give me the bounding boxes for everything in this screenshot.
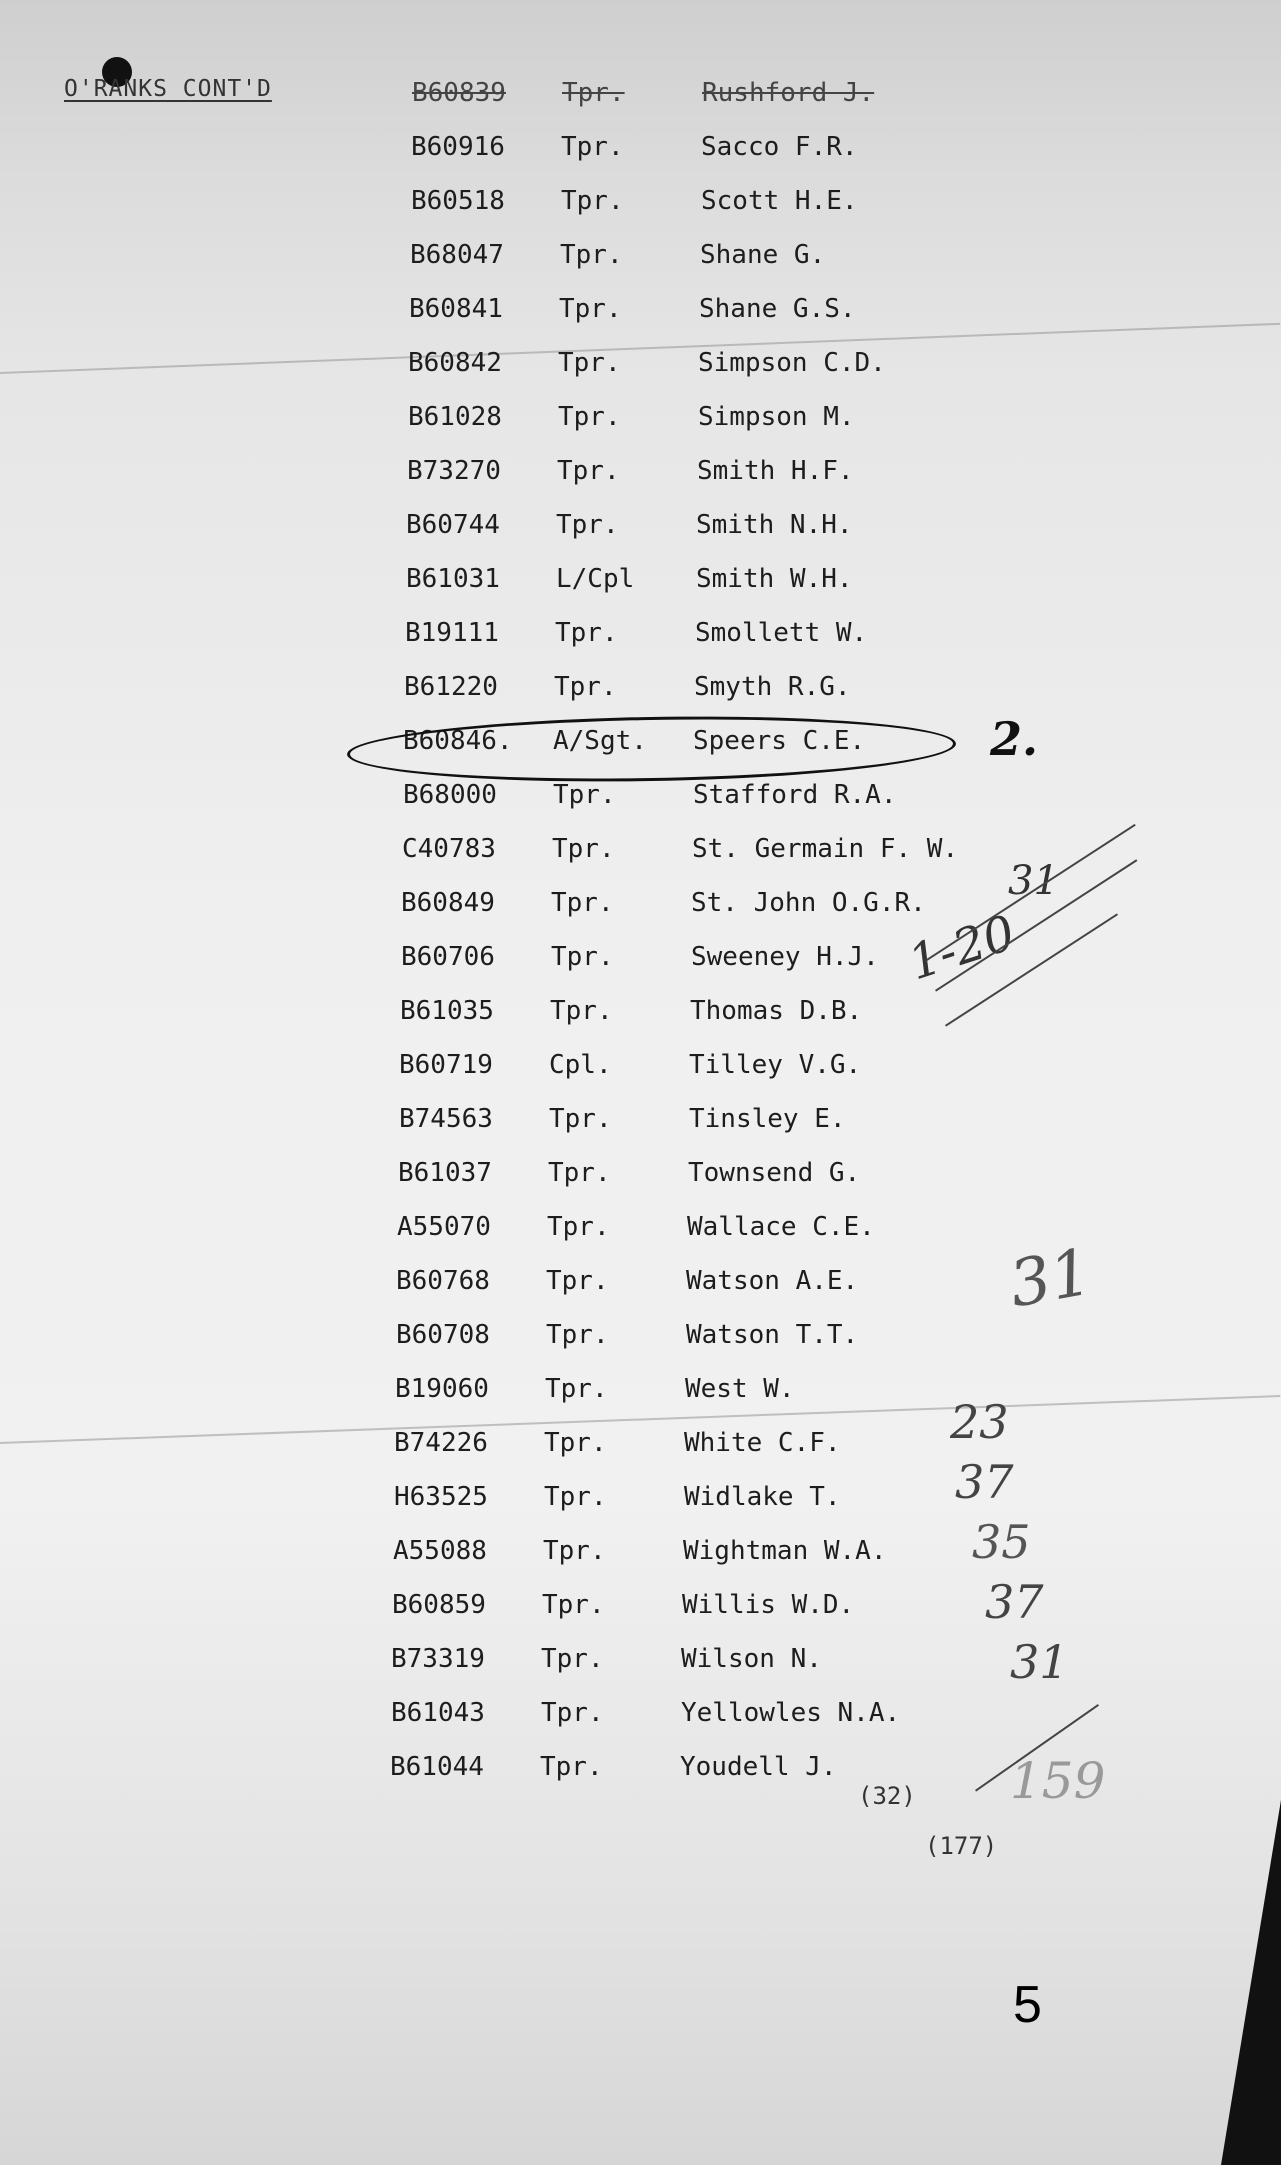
service-number: B61028 [408,402,502,432]
handwritten-tally: 31 [1010,1635,1069,1689]
soldier-name: Yellowles N.A. [681,1698,901,1728]
handwritten-tally: 35 [972,1515,1031,1569]
service-number: B60842 [408,348,502,378]
service-number: B60849 [401,888,495,918]
soldier-name: Smith H.F. [697,456,854,486]
soldier-name: West W. [685,1374,795,1404]
soldier-name: Shane G. [700,240,826,270]
rank: Tpr. [552,834,615,864]
rank: Tpr. [559,294,622,324]
rank: Tpr. [546,1320,609,1350]
soldier-name: Willis W.D. [682,1590,855,1620]
service-number: B60768 [396,1266,490,1296]
soldier-name: Watson T.T. [686,1320,859,1350]
rank: Tpr. [545,1374,608,1404]
rank: Tpr. [540,1752,603,1782]
service-number: B74563 [399,1104,493,1134]
service-number: B73270 [407,456,501,486]
rank: Tpr. [546,1266,609,1296]
service-number: B61220 [404,672,498,702]
soldier-name: St. John O.G.R. [691,888,926,918]
soldier-name: Shane G.S. [699,294,856,324]
soldier-name: St. Germain F. W. [692,834,959,864]
soldier-name: Smith W.H. [696,564,853,594]
handwritten-mark: 2. [990,712,1039,766]
rank: A/Sgt. [553,726,647,756]
service-number: B60916 [411,132,505,162]
handwritten-tally: 37 [955,1455,1014,1509]
handwritten-total: 159 [1010,1752,1106,1810]
handwritten-tally: 1-20 [901,904,1022,992]
rank: Tpr. [558,348,621,378]
soldier-name: Sacco F.R. [701,132,858,162]
rank: Tpr. [562,78,625,108]
rank: Tpr. [543,1536,606,1566]
soldier-name: Wightman W.A. [683,1536,887,1566]
rank: Tpr. [560,240,623,270]
rank: Tpr. [556,510,619,540]
handwritten-tally: 23 [950,1395,1009,1449]
service-number: A55070 [397,1212,491,1242]
rank: Tpr. [550,996,613,1026]
rank: L/Cpl [556,564,635,594]
rank: Tpr. [551,888,614,918]
soldier-name: Thomas D.B. [690,996,863,1026]
handwritten-tally: 37 [985,1575,1044,1629]
rank: Tpr. [541,1698,604,1728]
soldier-name: Rushford J. [702,78,875,108]
service-number: B61035 [400,996,494,1026]
binding-shadow [1221,1800,1281,2165]
service-number: B60841 [409,294,503,324]
service-number: B60518 [411,186,505,216]
soldier-name: Wallace C.E. [687,1212,875,1242]
service-number: B60708 [396,1320,490,1350]
service-number: B60839 [412,78,506,108]
section-heading: O'RANKS CONT'D [64,76,272,102]
outer-folio-number: (177) [925,1832,998,1860]
rank: Tpr. [544,1428,607,1458]
soldier-name: Watson A.E. [686,1266,859,1296]
service-number: B61031 [406,564,500,594]
paper-fold-line [0,1395,1280,1444]
rank: Tpr. [561,186,624,216]
rank: Tpr. [542,1590,605,1620]
rank: Tpr. [541,1644,604,1674]
handwritten-tally: 31 [1008,858,1059,904]
service-number: B60719 [399,1050,493,1080]
soldier-name: Stafford R.A. [693,780,897,810]
soldier-name: Simpson M. [698,402,855,432]
rank: Tpr. [548,1158,611,1188]
rank: Tpr. [561,132,624,162]
rank: Tpr. [549,1104,612,1134]
service-number: H63525 [394,1482,488,1512]
service-number: A55088 [393,1536,487,1566]
service-number: B60859 [392,1590,486,1620]
service-number: B68047 [410,240,504,270]
soldier-name: Simpson C.D. [698,348,886,378]
soldier-name: Sweeney H.J. [691,942,879,972]
soldier-name: Tilley V.G. [689,1050,862,1080]
service-number: B73319 [391,1644,485,1674]
service-number: B60744 [406,510,500,540]
service-number: B74226 [394,1428,488,1458]
service-number: C40783 [402,834,496,864]
soldier-name: Smollett W. [695,618,868,648]
service-number: B68000 [403,780,497,810]
rank: Tpr. [554,672,617,702]
service-number: B60846. [403,726,513,756]
service-number: B19111 [405,618,499,648]
service-number: B61044 [390,1752,484,1782]
soldier-name: Scott H.E. [701,186,858,216]
rank: Tpr. [544,1482,607,1512]
soldier-name: Speers C.E. [693,726,866,756]
rank: Cpl. [549,1050,612,1080]
soldier-name: Youdell J. [680,1752,837,1782]
rank: Tpr. [557,456,620,486]
inner-folio-number: (32) [858,1782,916,1810]
service-number: B61043 [391,1698,485,1728]
soldier-name: Wilson N. [681,1644,822,1674]
soldier-name: Smith N.H. [696,510,853,540]
rank: Tpr. [551,942,614,972]
paper-fold-line [0,323,1280,374]
rank: Tpr. [555,618,618,648]
circled-entry-mark [346,712,956,787]
soldier-name: White C.F. [684,1428,841,1458]
service-number: B61037 [398,1158,492,1188]
soldier-name: Smyth R.G. [694,672,851,702]
service-number: B19060 [395,1374,489,1404]
rank: Tpr. [558,402,621,432]
soldier-name: Tinsley E. [689,1104,846,1134]
soldier-name: Townsend G. [688,1158,861,1188]
rank: Tpr. [547,1212,610,1242]
rank: Tpr. [553,780,616,810]
page-stamp-number: 5 [1013,1976,1042,2034]
soldier-name: Widlake T. [684,1482,841,1512]
service-number: B60706 [401,942,495,972]
handwritten-mark: 31 [1004,1235,1098,1323]
